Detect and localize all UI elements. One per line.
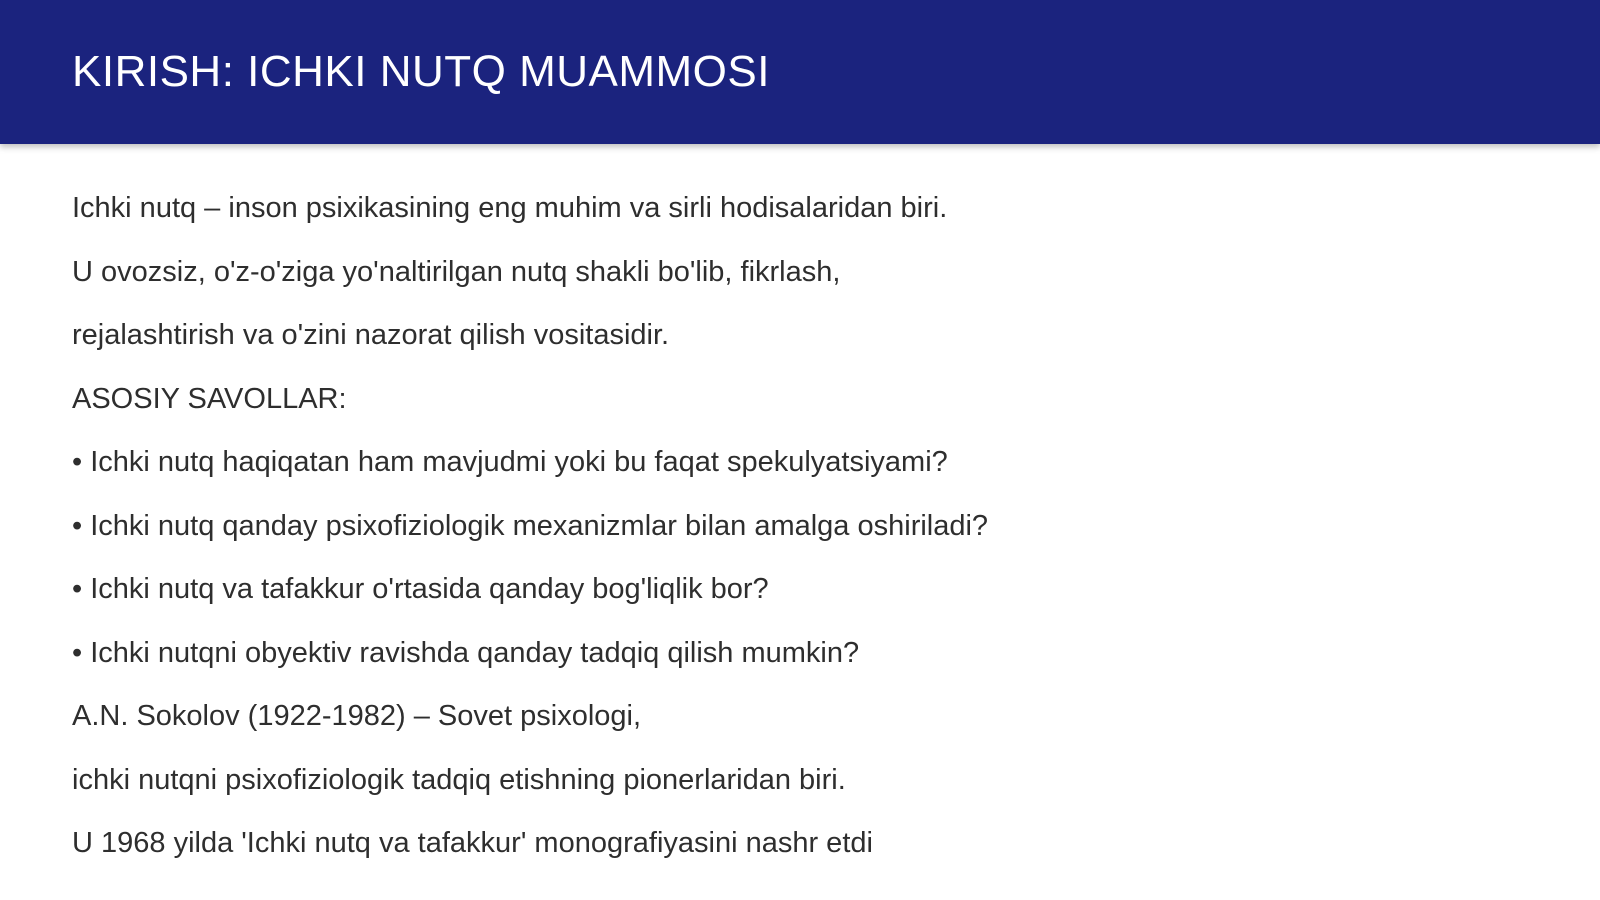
question-bullet-4: • Ichki nutqni obyektiv ravishda qanday tadqiq qilish mumkin? [72, 636, 860, 669]
question-bullet-1: • Ichki nutq haqiqatan ham mavjudmi yoki bu faqat spekulyatsiyami? [72, 446, 948, 478]
sokolov-line-1: A.N. Sokolov (1922-1982) – Sovet psixologi, [72, 700, 642, 732]
question-bullet-2: • Ichki nutq qanday psixofiziologik mexanizmlar bilan amalga oshiriladi? [72, 509, 989, 542]
intro-line-2: U ovozsiz, o'z-o'ziga yo'naltirilgan nutq shakli bo'lib, fikrlash, [72, 255, 841, 288]
intro-line-1: Ichki nutq – inson psixikasining eng muhim va sirli hodisalaridan biri. [72, 192, 948, 224]
sokolov-line-3: U 1968 yilda 'Ichki nutq va tafakkur' monografiyasini nashr etdi [72, 827, 873, 859]
intro-line-3: rejalashtirish va o'zini nazorat qilish vositasidir. [72, 319, 670, 351]
slide-body [72, 186, 1552, 885]
section-heading-questions: ASOSIY SAVOLLAR: [72, 382, 347, 415]
title-bar [0, 0, 1600, 144]
sokolov-line-2: ichki nutqni psixofiziologik tadqiq etishning pionerlaridan biri. [72, 763, 846, 796]
question-bullet-3: • Ichki nutq va tafakkur o'rtasida qanday bog'liqlik bor? [72, 573, 769, 605]
slide-title: KIRISH: ICHKI NUTQ MUAMMOSI [72, 47, 770, 96]
